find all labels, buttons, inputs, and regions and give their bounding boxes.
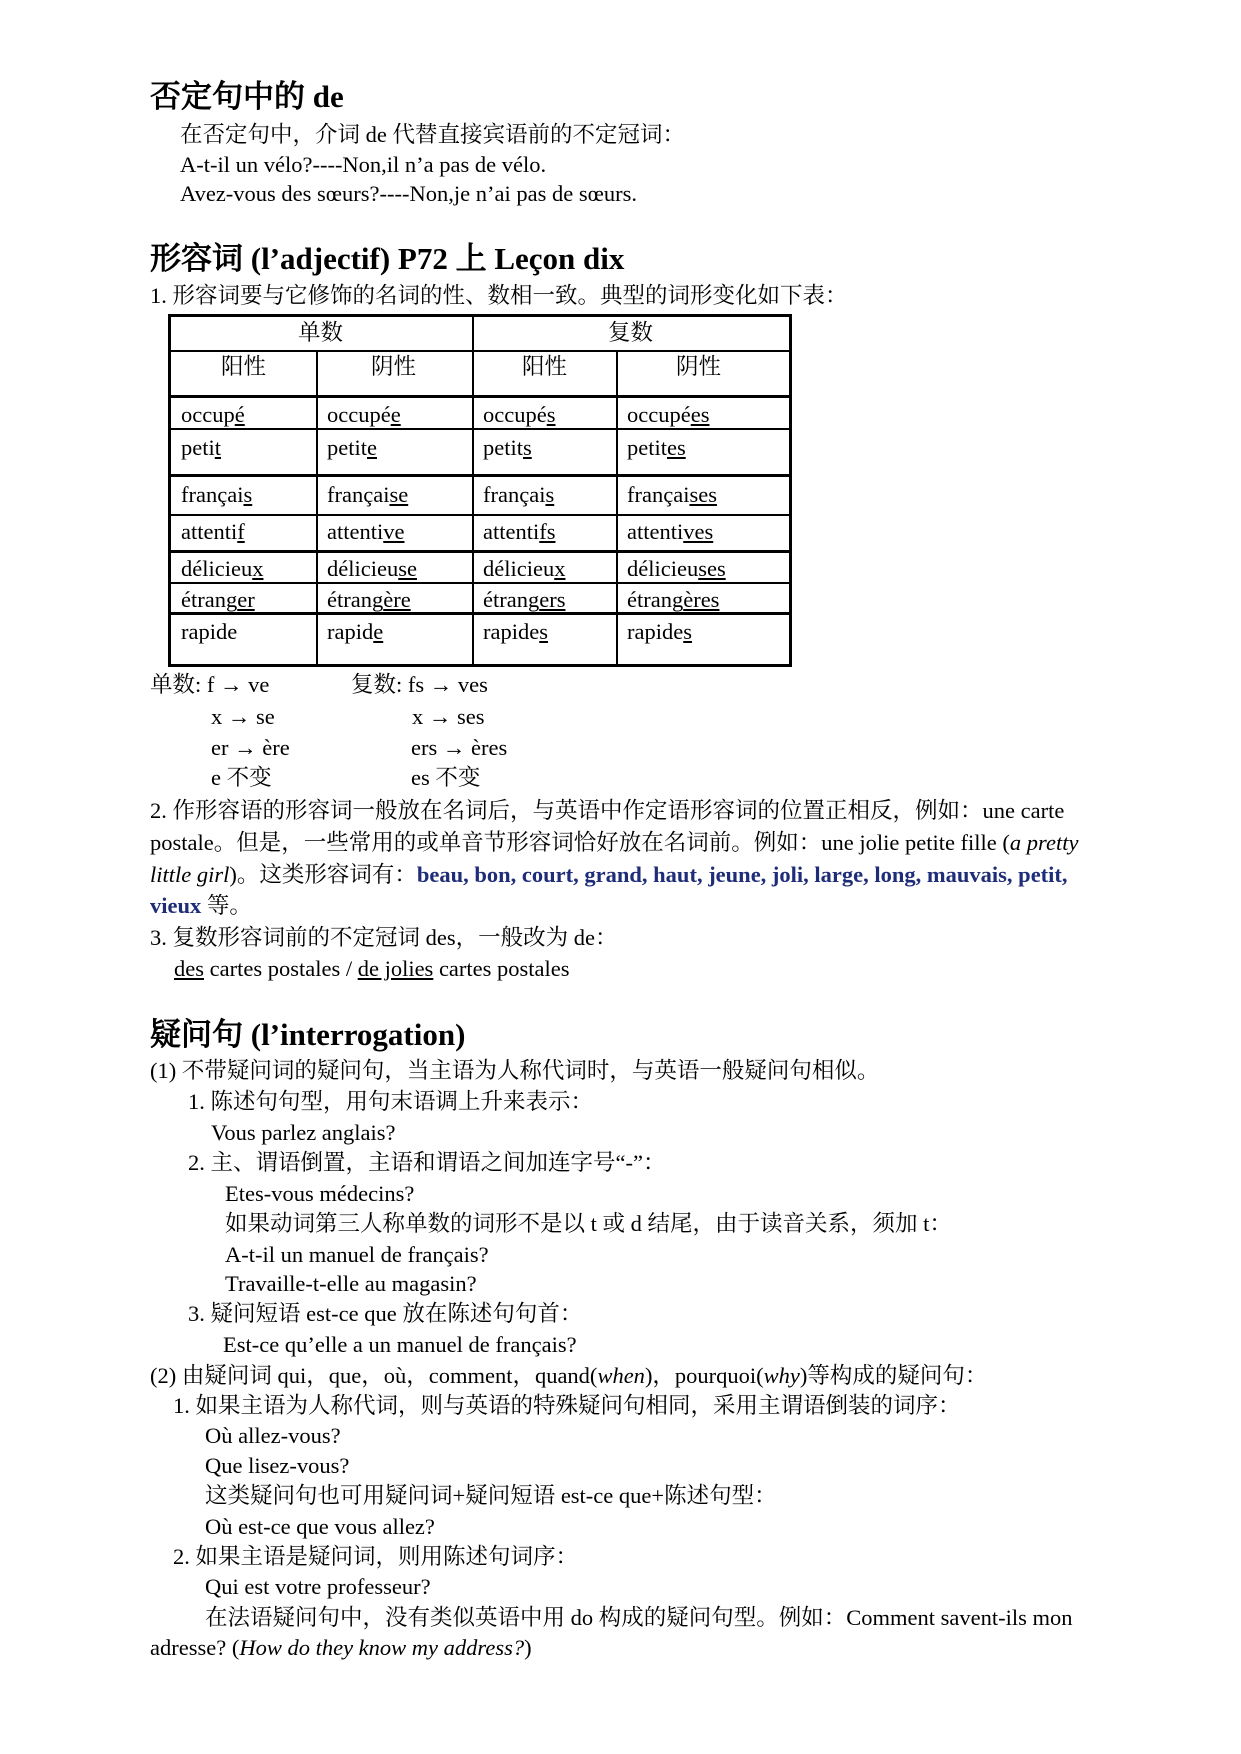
rule-plural-es-unchanged: es 不变 <box>411 765 481 790</box>
table-cell-plur-masc: attentifs <box>483 519 556 544</box>
table-cell-sing-masc: français <box>181 482 253 507</box>
table-cell-plur-fem: rapides <box>627 619 692 644</box>
adjective-rule-2-line-4: vieux 等。 <box>150 893 252 918</box>
interrogation-part-2-example-1: Où allez-vous? <box>205 1423 341 1448</box>
negation-example-2: Avez-vous des sœurs?----Non,je n’ai pas de sœurs. <box>180 181 637 206</box>
interrogation-part-2: (2) 由疑问词 qui，que，où，comment，quand(when)，pourquoi(why)等构成的疑问句： <box>150 1363 988 1388</box>
interrogation-part-2-note: 这类疑问句也可用疑问词+疑问短语 est-ce que+陈述句型： <box>205 1483 777 1508</box>
adjective-rule-2-line-3: little girl)。这类形容词有：beau, bon, court, grand, haut, jeune, joli, large, long, mauvais, petit, <box>150 862 1068 887</box>
table-cell-plur-fem: attentives <box>627 519 714 544</box>
table-cell-plur-masc: rapides <box>483 619 548 644</box>
adjective-rule-3: 3. 复数形容词前的不定冠词 des，一般改为 de： <box>150 925 618 950</box>
table-cell-plur-masc: français <box>483 482 555 507</box>
table-cell-sing-fem: française <box>327 482 409 507</box>
table-cell-sing-fem: attentive <box>327 519 405 544</box>
adjective-rule-3-example: des cartes postales / de jolies cartes postales <box>174 956 570 981</box>
table-cell-sing-masc: occupé <box>181 402 245 427</box>
table-cell-sing-fem: occupée <box>327 402 401 427</box>
rule-plural-fs-ves: 复数: fs → ves <box>351 672 488 697</box>
interrogation-item-1: 1. 陈述句句型，用句末语调上升来表示： <box>188 1089 594 1114</box>
table-cell-sing-masc: petit <box>181 435 222 460</box>
interrogation-part-2-example-2: Que lisez-vous? <box>205 1453 350 1478</box>
interrogation-item-3: 3. 疑问短语 est-ce que 放在陈述句句首： <box>188 1301 583 1326</box>
interrogation-part-2-item-1: 1. 如果主语为人称代词，则与英语的特殊疑问句相同，采用主谓语倒装的词序： <box>173 1393 961 1418</box>
interrogation-item-1-example: Vous parlez anglais? <box>211 1120 396 1145</box>
section-title-adjective: 形容词 (l’adjectif) P72 上 Leçon dix <box>150 241 625 276</box>
interrogation-part-2-example-3: Où est-ce que vous allez? <box>205 1514 435 1539</box>
table-cell-sing-masc: rapide <box>181 619 238 644</box>
interrogation-item-2-example-3: Travaille-t-elle au magasin? <box>225 1271 477 1296</box>
rule-singular-e-unchanged: e 不变 <box>211 765 272 790</box>
interrogation-item-2-example-1: Etes-vous médecins? <box>225 1181 415 1206</box>
negation-intro: 在否定句中，介词 de 代替直接宾语前的不定冠词： <box>180 122 685 147</box>
adjective-rule-1: 1. 形容词要与它修饰的名词的性、数相一致。典型的词形变化如下表： <box>150 283 848 308</box>
rule-plural-ers-eres: ers → ères <box>411 735 508 760</box>
adjective-rule-2-line-1: 2. 作形容语的形容词一般放在名词后，与英语中作定语形容词的位置正相反，例如：une carte <box>150 798 1065 823</box>
table-cell-plur-masc: étrangers <box>483 587 566 612</box>
interrogation-item-2-note: 如果动词第三人称单数的词形不是以 t 或 d 结尾，由于读音关系，须加 t： <box>225 1211 952 1236</box>
section-title-interrogation: 疑问句 (l’interrogation) <box>150 1017 466 1052</box>
interrogation-part-1: (1) 不带疑问词的疑问句，当主语为人称代词时，与英语一般疑问句相似。 <box>150 1058 880 1083</box>
rule-plural-x-ses: x → ses <box>412 704 485 729</box>
table-cell-sing-fem: délicieuse <box>327 556 417 581</box>
section-title-negation-de: 否定句中的 de <box>150 79 344 114</box>
table-cell-plur-fem: délicieuses <box>627 556 726 581</box>
table-cell-plur-masc: délicieux <box>483 556 566 581</box>
header-singular: 单数 <box>298 320 344 345</box>
rule-singular-er-ere: er → ère <box>211 735 290 760</box>
interrogation-part-2-item-2-example: Qui est votre professeur? <box>205 1574 431 1599</box>
header-sing-fem: 阴性 <box>371 354 417 379</box>
table-cell-sing-fem: étrangère <box>327 587 411 612</box>
table-cell-sing-fem: rapide <box>327 619 384 644</box>
preposed-adjective-list: beau, bon, court, grand, haut, jeune, joli, large, long, mauvais, petit, <box>416 862 1068 887</box>
interrogation-closing-line-2: adresse? (How do they know my address?) <box>150 1635 532 1660</box>
table-cell-sing-masc: délicieux <box>181 556 264 581</box>
table-cell-sing-masc: attentif <box>181 519 245 544</box>
negation-example-1: A-t-il un vélo?----Non,il n’a pas de vélo. <box>180 152 547 177</box>
adjective-agreement-table <box>168 314 792 667</box>
header-plur-fem: 阴性 <box>676 354 722 379</box>
table-cell-plur-fem: françaises <box>627 482 717 507</box>
rule-singular-x-se: x → se <box>211 704 275 729</box>
table-cell-plur-masc: petits <box>483 435 532 460</box>
table-cell-plur-masc: occupés <box>483 402 556 427</box>
interrogation-item-3-example: Est-ce qu’elle a un manuel de français? <box>223 1332 577 1357</box>
table-cell-sing-masc: étranger <box>181 587 255 612</box>
interrogation-item-2-example-2: A-t-il un manuel de français? <box>225 1242 489 1267</box>
adjective-rule-2-line-2: postale。但是，一些常用的或单音节形容词恰好放在名词前。例如：une jolie petite fille (a pretty <box>150 830 1079 855</box>
interrogation-part-2-item-2: 2. 如果主语是疑问词，则用陈述句词序： <box>173 1544 579 1569</box>
rule-singular-f-ve: 单数: f → ve <box>150 672 270 697</box>
table-cell-plur-fem: petites <box>627 435 686 460</box>
table-cell-plur-fem: occupées <box>627 402 710 427</box>
table-cell-plur-fem: étrangères <box>627 587 720 612</box>
interrogation-closing-line-1: 在法语疑问句中，没有类似英语中用 do 构成的疑问句型。例如：Comment savent-ils mon <box>205 1605 1073 1630</box>
table-cell-sing-fem: petite <box>327 435 377 460</box>
header-plural: 复数 <box>608 320 654 345</box>
interrogation-item-2: 2. 主、谓语倒置，主语和谓语之间加连字号“-”： <box>188 1150 666 1175</box>
header-plur-masc: 阳性 <box>522 354 568 379</box>
header-sing-masc: 阳性 <box>221 354 267 379</box>
